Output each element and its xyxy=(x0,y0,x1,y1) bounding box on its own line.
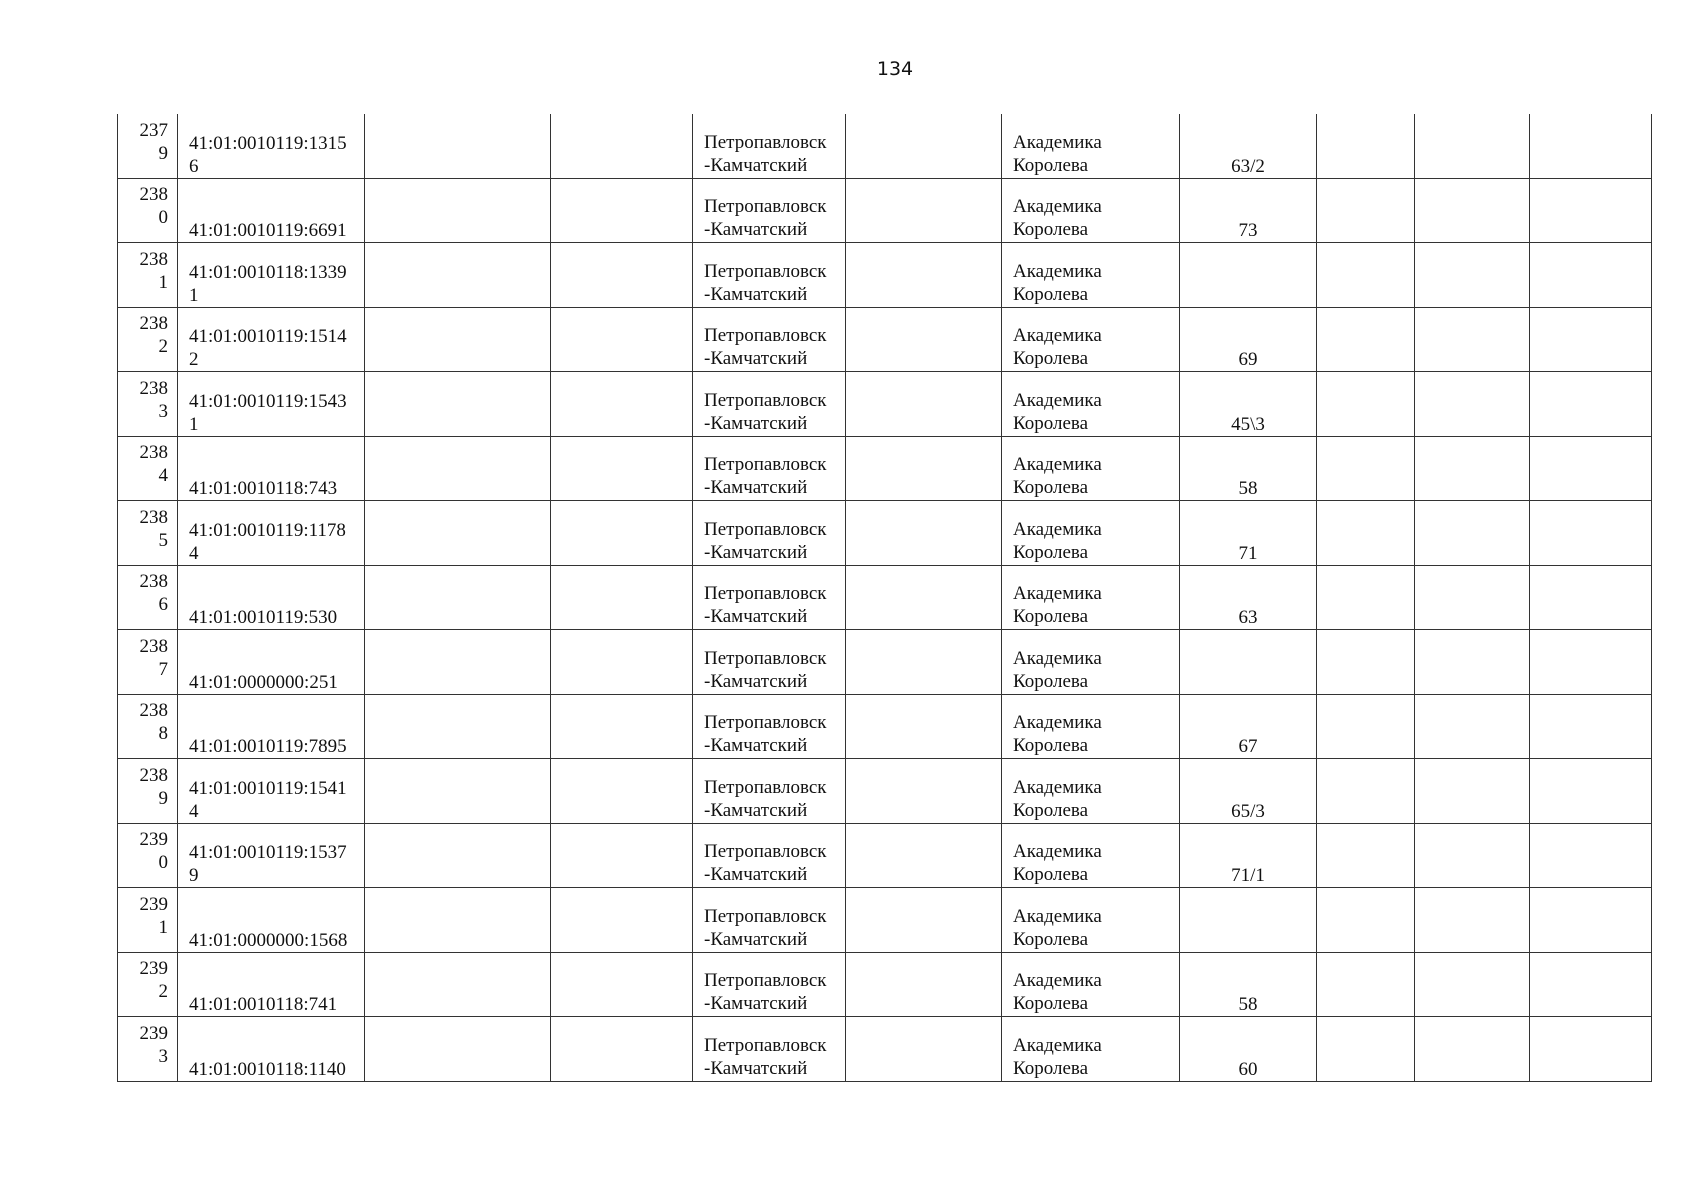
cadastral-number-cell xyxy=(178,243,365,308)
street-text: Академика Королева xyxy=(1013,970,1102,1014)
house-number-cell xyxy=(1180,823,1317,888)
table-row xyxy=(118,565,1652,630)
cadastral-number-text: 41:01:0010119:15414 xyxy=(189,777,347,822)
empty-cell xyxy=(846,501,1002,566)
house-number-cell xyxy=(1180,565,1317,630)
empty-cell xyxy=(1317,759,1415,824)
empty-cell xyxy=(1415,823,1530,888)
empty-cell xyxy=(551,694,693,759)
empty-cell xyxy=(846,565,1002,630)
house-number-text: 73 xyxy=(1238,220,1258,241)
empty-cell xyxy=(365,759,551,824)
empty-cell xyxy=(1415,630,1530,695)
table-row xyxy=(118,630,1652,695)
empty-cell xyxy=(1317,888,1415,953)
table-row xyxy=(118,694,1652,759)
empty-cell xyxy=(1317,114,1415,178)
cadastral-number-text: 41:01:0010119:13156 xyxy=(189,132,347,177)
row-number-cell xyxy=(118,372,178,437)
empty-cell xyxy=(1415,759,1530,824)
table-row xyxy=(118,759,1652,824)
row-number-cell xyxy=(118,243,178,308)
house-number-cell xyxy=(1180,243,1317,308)
cadastral-number-cell xyxy=(178,1017,365,1082)
table-row xyxy=(118,243,1652,308)
empty-cell xyxy=(551,630,693,695)
empty-cell xyxy=(1317,501,1415,566)
house-number-cell xyxy=(1180,630,1317,695)
empty-cell xyxy=(846,630,1002,695)
city-cell xyxy=(693,888,846,953)
city-text: Петропавловск-Камчатский xyxy=(704,518,827,563)
cadastral-number-text: 41:01:0010118:1140 xyxy=(189,1058,346,1080)
house-number-text: 45\3 xyxy=(1231,413,1265,435)
registry-table xyxy=(117,114,1652,1082)
empty-cell xyxy=(846,436,1002,501)
empty-cell xyxy=(1415,565,1530,630)
empty-cell xyxy=(1415,1017,1530,1082)
row-number-text: 2388 xyxy=(139,700,168,745)
street-text: Академика Королева xyxy=(1013,196,1102,240)
city-cell xyxy=(693,565,846,630)
empty-cell xyxy=(846,759,1002,824)
empty-cell xyxy=(1415,952,1530,1017)
empty-cell xyxy=(1317,307,1415,372)
table-row xyxy=(118,888,1652,953)
cadastral-number-text: 41:01:0010119:7895 xyxy=(189,736,347,757)
empty-cell xyxy=(365,178,551,243)
empty-cell xyxy=(1317,630,1415,695)
empty-cell xyxy=(1530,694,1652,759)
row-number-text: 2393 xyxy=(139,1022,168,1067)
empty-cell xyxy=(846,372,1002,437)
street-text: Академика Королева xyxy=(1013,518,1102,563)
cadastral-number-cell xyxy=(178,307,365,372)
empty-cell xyxy=(1317,243,1415,308)
empty-cell xyxy=(1530,759,1652,824)
cadastral-number-text: 41:01:0000000:251 xyxy=(189,671,338,693)
empty-cell xyxy=(551,178,693,243)
cadastral-number-text: 41:01:0010119:11784 xyxy=(189,519,346,564)
row-number-cell xyxy=(118,114,178,178)
row-number-cell xyxy=(118,888,178,953)
cadastral-number-text: 41:01:0010118:741 xyxy=(189,994,338,1015)
empty-cell xyxy=(1530,630,1652,695)
street-text: Академика Королева xyxy=(1013,389,1102,434)
empty-cell xyxy=(846,952,1002,1017)
empty-cell xyxy=(1415,243,1530,308)
city-cell xyxy=(693,823,846,888)
row-number-text: 2392 xyxy=(139,958,168,1003)
street-cell xyxy=(1002,436,1180,501)
house-number-cell xyxy=(1180,178,1317,243)
city-cell xyxy=(693,372,846,437)
street-cell xyxy=(1002,307,1180,372)
house-number-text: 71 xyxy=(1238,542,1258,564)
empty-cell xyxy=(365,823,551,888)
empty-cell xyxy=(1415,307,1530,372)
street-text: Академика Королева xyxy=(1013,647,1102,692)
house-number-cell xyxy=(1180,952,1317,1017)
empty-cell xyxy=(365,565,551,630)
cadastral-number-cell xyxy=(178,630,365,695)
city-cell xyxy=(693,694,846,759)
table-row xyxy=(118,501,1652,566)
table-row xyxy=(118,114,1652,178)
street-cell xyxy=(1002,888,1180,953)
empty-cell xyxy=(1530,436,1652,501)
cadastral-number-cell xyxy=(178,823,365,888)
street-text: Академика Королева xyxy=(1013,776,1102,821)
empty-cell xyxy=(551,888,693,953)
empty-cell xyxy=(365,307,551,372)
empty-cell xyxy=(846,307,1002,372)
house-number-cell xyxy=(1180,501,1317,566)
empty-cell xyxy=(1415,372,1530,437)
empty-cell xyxy=(1530,307,1652,372)
row-number-text: 2386 xyxy=(139,571,168,616)
city-text: Петропавловск-Камчатский xyxy=(704,260,827,305)
empty-cell xyxy=(365,952,551,1017)
empty-cell xyxy=(1415,694,1530,759)
cadastral-number-text: 41:01:0010119:6691 xyxy=(189,220,347,241)
house-number-text: 60 xyxy=(1238,1058,1258,1080)
city-text: Петропавловск-Камчатский xyxy=(704,389,827,434)
empty-cell xyxy=(1415,114,1530,178)
city-text: Петропавловск-Камчатский xyxy=(704,647,827,692)
house-number-cell xyxy=(1180,307,1317,372)
page-number: 134 xyxy=(876,58,914,80)
empty-cell xyxy=(1530,372,1652,437)
city-cell xyxy=(693,1017,846,1082)
street-cell xyxy=(1002,178,1180,243)
city-text: Петропавловск-Камчатский xyxy=(704,325,827,369)
row-number-text: 2385 xyxy=(139,506,168,551)
row-number-text: 2391 xyxy=(139,893,168,938)
cadastral-number-cell xyxy=(178,888,365,953)
row-number-text: 2380 xyxy=(139,184,168,229)
cadastral-number-cell xyxy=(178,759,365,824)
row-number-text: 2387 xyxy=(139,635,168,680)
empty-cell xyxy=(551,372,693,437)
house-number-text: 65/3 xyxy=(1231,800,1265,822)
empty-cell xyxy=(551,1017,693,1082)
empty-cell xyxy=(365,114,551,178)
empty-cell xyxy=(1530,823,1652,888)
row-number-cell xyxy=(118,1017,178,1082)
row-number-text: 2383 xyxy=(139,377,168,422)
city-text: Петропавловск-Камчатский xyxy=(704,776,827,821)
empty-cell xyxy=(1317,565,1415,630)
empty-cell xyxy=(551,823,693,888)
street-text: Академика Королева xyxy=(1013,131,1102,176)
empty-cell xyxy=(1530,501,1652,566)
row-number-cell xyxy=(118,630,178,695)
city-cell xyxy=(693,178,846,243)
empty-cell xyxy=(365,436,551,501)
empty-cell xyxy=(1415,178,1530,243)
city-cell xyxy=(693,114,846,178)
empty-cell xyxy=(1317,372,1415,437)
empty-cell xyxy=(846,178,1002,243)
empty-cell xyxy=(846,243,1002,308)
city-cell xyxy=(693,630,846,695)
cadastral-number-text: 41:01:0000000:1568 xyxy=(189,929,348,951)
street-cell xyxy=(1002,243,1180,308)
cadastral-number-text: 41:01:0010119:530 xyxy=(189,607,338,628)
table-row xyxy=(118,823,1652,888)
row-number-cell xyxy=(118,952,178,1017)
city-text: Петропавловск-Камчатский xyxy=(704,1034,827,1079)
empty-cell xyxy=(551,307,693,372)
row-number-cell xyxy=(118,565,178,630)
street-text: Академика Королева xyxy=(1013,260,1102,305)
empty-cell xyxy=(1530,888,1652,953)
empty-cell xyxy=(846,114,1002,178)
city-text: Петропавловск-Камчатский xyxy=(704,196,827,240)
street-text: Академика Королева xyxy=(1013,325,1102,369)
house-number-text: 63 xyxy=(1238,607,1258,628)
empty-cell xyxy=(551,243,693,308)
row-number-cell xyxy=(118,823,178,888)
empty-cell xyxy=(365,630,551,695)
table-row xyxy=(118,1017,1652,1082)
city-cell xyxy=(693,759,846,824)
empty-cell xyxy=(1317,694,1415,759)
street-cell xyxy=(1002,1017,1180,1082)
street-cell xyxy=(1002,694,1180,759)
row-number-cell xyxy=(118,178,178,243)
house-number-text: 58 xyxy=(1238,478,1258,499)
empty-cell xyxy=(1415,501,1530,566)
table-row xyxy=(118,372,1652,437)
empty-cell xyxy=(551,759,693,824)
house-number-cell xyxy=(1180,372,1317,437)
empty-cell xyxy=(365,694,551,759)
row-number-cell xyxy=(118,759,178,824)
empty-cell xyxy=(1317,1017,1415,1082)
empty-cell xyxy=(551,501,693,566)
empty-cell xyxy=(1317,823,1415,888)
row-number-text: 2381 xyxy=(139,248,168,293)
empty-cell xyxy=(365,888,551,953)
city-text: Петропавловск-Камчатский xyxy=(704,712,827,756)
cadastral-number-cell xyxy=(178,694,365,759)
city-text: Петропавловск-Камчатский xyxy=(704,841,827,885)
street-text: Академика Королева xyxy=(1013,454,1102,498)
row-number-text: 2390 xyxy=(139,829,168,874)
empty-cell xyxy=(846,1017,1002,1082)
empty-cell xyxy=(1415,888,1530,953)
table-row xyxy=(118,307,1652,372)
empty-cell xyxy=(1530,565,1652,630)
cadastral-number-cell xyxy=(178,501,365,566)
city-text: Петропавловск-Камчатский xyxy=(704,905,827,950)
city-text: Петропавловск-Камчатский xyxy=(704,131,827,176)
city-cell xyxy=(693,243,846,308)
cadastral-number-cell xyxy=(178,436,365,501)
house-number-text: 63/2 xyxy=(1231,155,1265,177)
street-text: Академика Королева xyxy=(1013,841,1102,885)
street-cell xyxy=(1002,565,1180,630)
street-cell xyxy=(1002,501,1180,566)
empty-cell xyxy=(365,1017,551,1082)
empty-cell xyxy=(1530,178,1652,243)
cadastral-number-cell xyxy=(178,952,365,1017)
table-row xyxy=(118,436,1652,501)
empty-cell xyxy=(551,436,693,501)
city-text: Петропавловск-Камчатский xyxy=(704,970,827,1014)
street-cell xyxy=(1002,114,1180,178)
row-number-cell xyxy=(118,307,178,372)
table-row xyxy=(118,952,1652,1017)
street-text: Академика Королева xyxy=(1013,583,1102,627)
cadastral-number-cell xyxy=(178,114,365,178)
cadastral-number-text: 41:01:0010119:15142 xyxy=(189,326,347,370)
city-cell xyxy=(693,307,846,372)
street-text: Академика Королева xyxy=(1013,712,1102,756)
empty-cell xyxy=(1530,114,1652,178)
cadastral-number-cell xyxy=(178,178,365,243)
house-number-cell xyxy=(1180,694,1317,759)
house-number-cell xyxy=(1180,759,1317,824)
empty-cell xyxy=(1317,178,1415,243)
empty-cell xyxy=(1317,952,1415,1017)
empty-cell xyxy=(846,694,1002,759)
row-number-text: 2382 xyxy=(139,313,168,358)
house-number-text: 58 xyxy=(1238,994,1258,1015)
empty-cell xyxy=(1415,436,1530,501)
cadastral-number-cell xyxy=(178,565,365,630)
row-number-cell xyxy=(118,501,178,566)
empty-cell xyxy=(551,952,693,1017)
empty-cell xyxy=(551,114,693,178)
house-number-cell xyxy=(1180,1017,1317,1082)
street-cell xyxy=(1002,630,1180,695)
city-cell xyxy=(693,952,846,1017)
empty-cell xyxy=(551,565,693,630)
city-text: Петропавловск-Камчатский xyxy=(704,454,827,498)
house-number-cell xyxy=(1180,436,1317,501)
city-text: Петропавловск-Камчатский xyxy=(704,583,827,627)
table-row xyxy=(118,178,1652,243)
empty-cell xyxy=(1530,1017,1652,1082)
row-number-text: 2384 xyxy=(139,442,168,487)
cadastral-number-cell xyxy=(178,372,365,437)
cadastral-number-text: 41:01:0010119:15431 xyxy=(189,390,347,435)
empty-cell xyxy=(1530,243,1652,308)
cadastral-number-text: 41:01:0010118:13391 xyxy=(189,261,347,306)
house-number-text: 67 xyxy=(1238,736,1258,757)
empty-cell xyxy=(846,888,1002,953)
empty-cell xyxy=(365,243,551,308)
city-cell xyxy=(693,501,846,566)
street-cell xyxy=(1002,372,1180,437)
street-text: Академика Королева xyxy=(1013,905,1102,950)
cadastral-number-text: 41:01:0010119:15379 xyxy=(189,842,347,886)
empty-cell xyxy=(1530,952,1652,1017)
street-cell xyxy=(1002,952,1180,1017)
street-cell xyxy=(1002,759,1180,824)
house-number-text: 69 xyxy=(1238,349,1258,370)
house-number-cell xyxy=(1180,888,1317,953)
street-cell xyxy=(1002,823,1180,888)
cadastral-number-text: 41:01:0010118:743 xyxy=(189,478,338,499)
row-number-cell xyxy=(118,436,178,501)
empty-cell xyxy=(365,501,551,566)
street-text: Академика Королева xyxy=(1013,1034,1102,1079)
city-cell xyxy=(693,436,846,501)
empty-cell xyxy=(846,823,1002,888)
row-number-text: 2389 xyxy=(139,764,168,809)
house-number-text: 71/1 xyxy=(1231,865,1265,886)
empty-cell xyxy=(365,372,551,437)
house-number-cell xyxy=(1180,114,1317,178)
empty-cell xyxy=(1317,436,1415,501)
row-number-cell xyxy=(118,694,178,759)
row-number-text: 2379 xyxy=(139,119,168,164)
